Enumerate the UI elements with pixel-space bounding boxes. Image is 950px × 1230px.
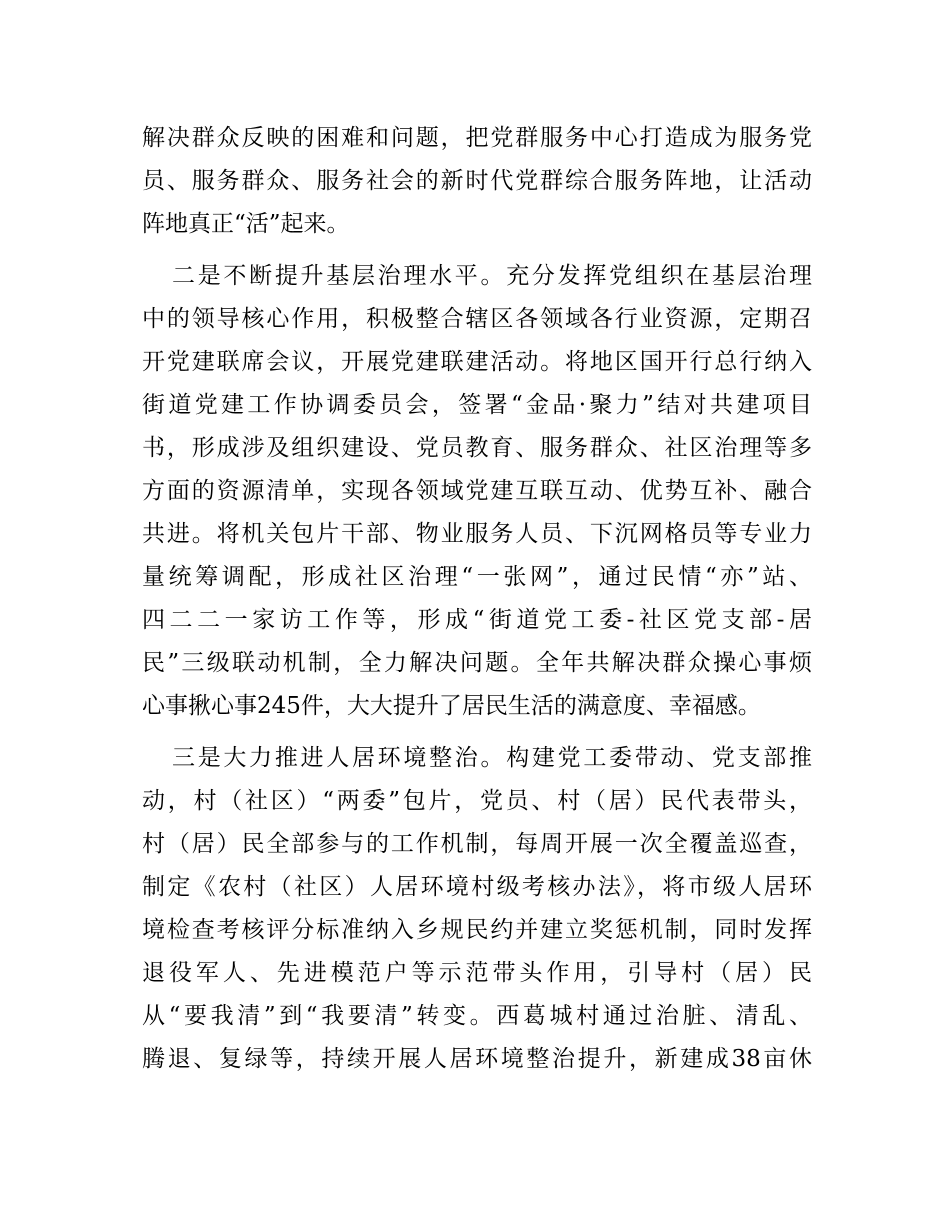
text-line: 书，形成涉及组织建设、党员教育、服务群众、社区治理等多: [142, 435, 812, 461]
text-line: 制定《农村（社区）人居环境村级考核办法》，将市级人居环: [142, 874, 812, 900]
text-line: 村（居）民全部参与的工作机制，每周开展一次全覆盖巡查，: [142, 831, 812, 857]
document-body: [142, 117, 812, 1081]
text-line: 方面的资源清单，实现各领域党建互联互动、优势互补、融合: [142, 478, 812, 504]
text-line: 开党建联席会议，开展党建联建活动。将地区国开行总行纳入: [142, 349, 812, 375]
text-line: 中的领导核心作用，积极整合辖区各领域各行业资源，定期召: [142, 306, 812, 332]
text-line: 民”三级联动机制，全力解决问题。全年共解决群众操心事烦: [142, 650, 812, 676]
text-line: 阵地真正“活”起来。: [142, 211, 350, 237]
text-line: 从“要我清”到“我要清”转变。西葛城村通过治脏、清乱、: [142, 1003, 812, 1029]
text-line: 动，村（社区）“两委”包片，党员、村（居）民代表带头，: [142, 788, 812, 814]
text-line: 境检查考核评分标准纳入乡规民约并建立奖惩机制，同时发挥: [142, 917, 812, 943]
text-line: 心事揪心事245件，大大提升了居民生活的满意度、幸福感。: [142, 693, 761, 719]
text-line: 街道党建工作协调委员会，签署“金品·聚力”结对共建项目: [142, 392, 812, 418]
text-line: 量统筹调配，形成社区治理“一张网”，通过民情“亦”站、: [142, 564, 812, 590]
text-line: 共进。将机关包片干部、物业服务人员、下沉网格员等专业力: [142, 521, 812, 547]
text-line: 退役军人、先进模范户等示范带头作用，引导村（居）民: [142, 960, 812, 986]
text-line: 二是不断提升基层治理水平。充分发挥党组织在基层治理: [172, 263, 812, 289]
paragraph-spacer: [142, 246, 812, 255]
text-line: 解决群众反映的困难和问题，把党群服务中心打造成为服务党: [142, 125, 812, 151]
text-line: 四二二一家访工作等，形成“街道党工委-社区党支部-居: [142, 607, 812, 633]
paragraph-1: [142, 117, 812, 246]
text-line: 员、服务群众、服务社会的新时代党群综合服务阵地，让活动: [142, 168, 812, 194]
paragraph-2: [142, 255, 812, 728]
text-line: 腾退、复绿等，持续开展人居环境整治提升，新建成38亩休: [142, 1046, 812, 1072]
paragraph-3: [142, 737, 812, 1081]
text-line: 三是大力推进人居环境整治。构建党工委带动、党支部推: [172, 745, 812, 771]
paragraph-spacer: [142, 728, 812, 737]
